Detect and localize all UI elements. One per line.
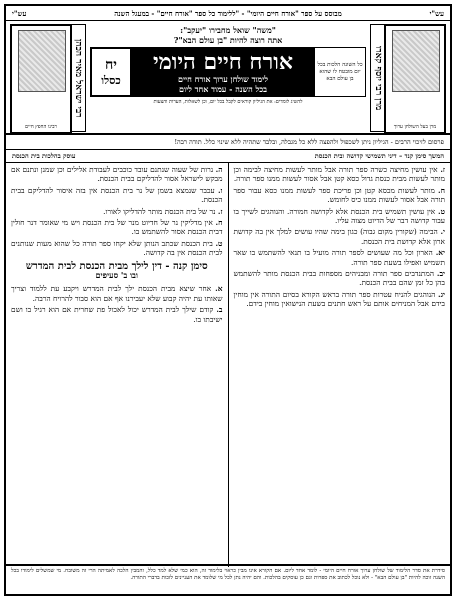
paragraph bbox=[11, 218, 223, 237]
left-column bbox=[6, 163, 228, 567]
paragraph bbox=[234, 207, 446, 226]
center-header bbox=[88, 23, 368, 105]
section-left: עוסק בהלכות בית הכנסת bbox=[12, 152, 76, 160]
intro-text: פרסום לזיכוי הרבים - הגיליון ניתן לשכפול ולהפצה ללא כל מגבלה, ובלבד שתהיה ללא שינוי כלל. תודה רבה! bbox=[6, 135, 450, 150]
paragraph-number: ב. bbox=[216, 305, 223, 315]
paragraph-number: א. bbox=[215, 284, 223, 294]
date-box bbox=[90, 47, 132, 97]
left-vertical-name: רבי ישראל מאיר הכהן bbox=[70, 24, 86, 132]
subtitle: לימוד שולחן ערוך אורח חיים bbox=[177, 74, 269, 84]
paragraph-text: הנוהגים להניח עטרות ספר תורה בראש הקורא בסיום התורה אין מוחין בידם אבל המניחים אותם על ראש חתנים בשעת הנישואין מוחין בידם. bbox=[233, 289, 445, 309]
left-portrait-photo bbox=[18, 30, 66, 92]
paragraph-number: ה. bbox=[215, 165, 223, 174]
paragraph-text: אין עושין מחיצה כשרה ספר תורה אבל מותר לעשות מחיצה לבימה וכן מותר לעשות מבית כנסת גדול כסא קטן אבל אסור לעשות ממנו ספר תורה. bbox=[233, 165, 445, 184]
paragraph-text: אין מדליקין נר של חדיוט מנר של בית הכנסת ויש מי שאומר דנר חולין דבית הכנסת אסור להשתמש בו. bbox=[11, 218, 223, 237]
paragraph-text: אין עושין תשמיש בית הכנסת אלא לקדושה חמורה. והנוהגים לשייך בו עבור קדושה דבר של הדיוט מצוה עליו. bbox=[233, 206, 445, 226]
header-info: להשיג לומדים: את הגיליון קוראים לקבל בכל יום, וכן לשאלות, הערות והצעות bbox=[153, 99, 303, 105]
paragraph bbox=[11, 165, 223, 184]
subtitle-2: בכל השנה - עמוד אחד ליום bbox=[179, 84, 267, 94]
section-right: המשך סימן קנד – דיני תשמישי קדושה ובית הכנסת bbox=[314, 152, 444, 160]
left-portrait bbox=[10, 24, 72, 134]
paragraph-text: המתנדבים ספר תורה ומבניהים מספחות בבית הכנסת מותר להשתמש בהן כל זמן שהם בבית הכנסת. bbox=[233, 269, 445, 288]
paragraph bbox=[11, 207, 223, 216]
paragraph-text: הארון וכל מה שעושים לספר תורה מועיל בו תנאי להשתמש בו שאר תשמיש ואפילו בשעת ספר תורה. bbox=[233, 248, 445, 267]
right-column bbox=[228, 163, 451, 567]
right-portrait-photo bbox=[392, 30, 440, 92]
right-vertical-name: מרן רבי יוסף קארו bbox=[370, 24, 386, 132]
paragraph bbox=[234, 269, 446, 288]
left-portrait-caption: רבינו החפץ חיים bbox=[24, 124, 58, 130]
subsection-title: סימן קנה - דין לילך מבית הכנסת לבית המדרש bbox=[25, 260, 208, 272]
paragraph-number: יב. bbox=[436, 269, 445, 279]
subsection-heading bbox=[11, 262, 223, 281]
page-title: אורח חיים היומי bbox=[152, 49, 294, 75]
paragraph bbox=[234, 290, 446, 309]
header bbox=[6, 21, 450, 135]
paragraph bbox=[11, 305, 223, 324]
right-portrait-caption: מרן בעל השולחן ערוך bbox=[393, 124, 437, 130]
columns bbox=[6, 163, 450, 567]
paragraph bbox=[234, 248, 446, 267]
top-line-center: מבוסס על ספר "אורח חיים היומי" - "ללימוד כל ספר "אורח חיים" - במעגל השנה bbox=[114, 8, 342, 18]
right-portrait bbox=[384, 24, 446, 134]
paragraph-text: עכבר שנמצא בשמן של נר בית הכנסת אין בזה איסור להדליקם בבית הכנסת. bbox=[11, 185, 223, 205]
paragraph-number: ו. bbox=[218, 185, 223, 195]
paragraph-number: ט. bbox=[215, 238, 223, 248]
footer-note: סידרת את סדר הלימוד של שולחן ערוך אורח חיים היומי - לומד אחד ליום. אם הקורא אינו מבין כראוי בלימוד זה, הוא כמי שלא למד כלל, והמבין הלכה לאמיתה הרי זה משובח. מי שמשלים לימודו בכל השנה זוכה להיות "בן עולם הבא" - ולא נוכל לכתוב את ספרות וגם כן עוסקים בהלכות. והם יהיה נתן לכל מי שלומד את העניינים לזכות בדברי התורה. bbox=[6, 564, 450, 594]
title-row bbox=[88, 47, 368, 97]
subsection-sub: ובו ב' סעיפים bbox=[95, 270, 138, 281]
top-line-left: עש"י bbox=[12, 8, 27, 18]
top-line bbox=[6, 6, 450, 21]
side-box: כל השונה הלכות בכל יום מובטח לו שהוא בן עולם הבא bbox=[314, 47, 366, 97]
paragraph-text: בית הכנסת שכתב הנותן שלא יקחו ספר תורה כל שהוא מעות שנותנים לבית הכנסת אין בה קדושה. bbox=[11, 238, 223, 258]
paragraph-number: ט. bbox=[437, 206, 445, 216]
paragraph bbox=[11, 186, 223, 205]
paragraph bbox=[234, 165, 446, 184]
paragraph bbox=[234, 227, 446, 246]
paragraph-number: ח. bbox=[215, 218, 223, 228]
motto-2: אתה רוצה להיות "בן עולם הבא"? bbox=[173, 35, 283, 45]
date-day: יח bbox=[105, 57, 117, 73]
paragraph bbox=[11, 284, 223, 303]
paragraph-number: יג. bbox=[438, 289, 445, 299]
paragraph-number: ח. bbox=[438, 185, 445, 195]
paragraph bbox=[234, 186, 446, 205]
paragraph-number: ז. bbox=[217, 206, 223, 216]
paragraph-number: י. bbox=[440, 227, 445, 237]
paragraph-text: אחר שיצא מבית הכנסת ילך לבית המדרש ויקבע עת ללמוד וצריך שאותו עת יהיה קבוע שלא יעבירנו אף אם הוא סבור להרויח הרבה. bbox=[11, 284, 223, 303]
document-page bbox=[4, 4, 452, 596]
paragraph-text: מותר לעשות מכסא קטן וכן פריכת ספר לעשות ממנו כסא עבור ספר תורה אבל אסור לעשות ממנו כיס לחומש. bbox=[233, 185, 445, 205]
paragraph-text: נר של בית הכנסת מותר להדליקו לאורו. bbox=[103, 206, 216, 216]
top-line-right: עש"י bbox=[429, 8, 444, 18]
section-bar bbox=[6, 150, 450, 163]
title-block bbox=[132, 47, 314, 97]
date-month: כסלו bbox=[101, 74, 121, 87]
paragraph bbox=[11, 239, 223, 258]
paragraph-text: נרות של שעוה שנתנם עובד כוכבים לעבודת אלילים וכן שמנן ונתנם אם מבקש לישראל אסור להדליקם בבית הכנסת. bbox=[11, 165, 223, 184]
paragraph-text: הבימה (שקורין מקום גבוה) כגון בימה שהיו עושים למלך אין בה קדושת ארון אלא קדושת בית הכנסת. bbox=[233, 227, 445, 246]
paragraph-text: קודם שילך לבית המדרש יכול לאכול פת שחרית אם הוא רגיל בו ושם ישיבתו בו. bbox=[11, 305, 223, 324]
paragraph-number: ז. bbox=[440, 165, 445, 174]
motto: "משה" שואל מחבירו "יעקב": bbox=[180, 25, 276, 35]
paragraph-number: יא. bbox=[435, 248, 445, 258]
